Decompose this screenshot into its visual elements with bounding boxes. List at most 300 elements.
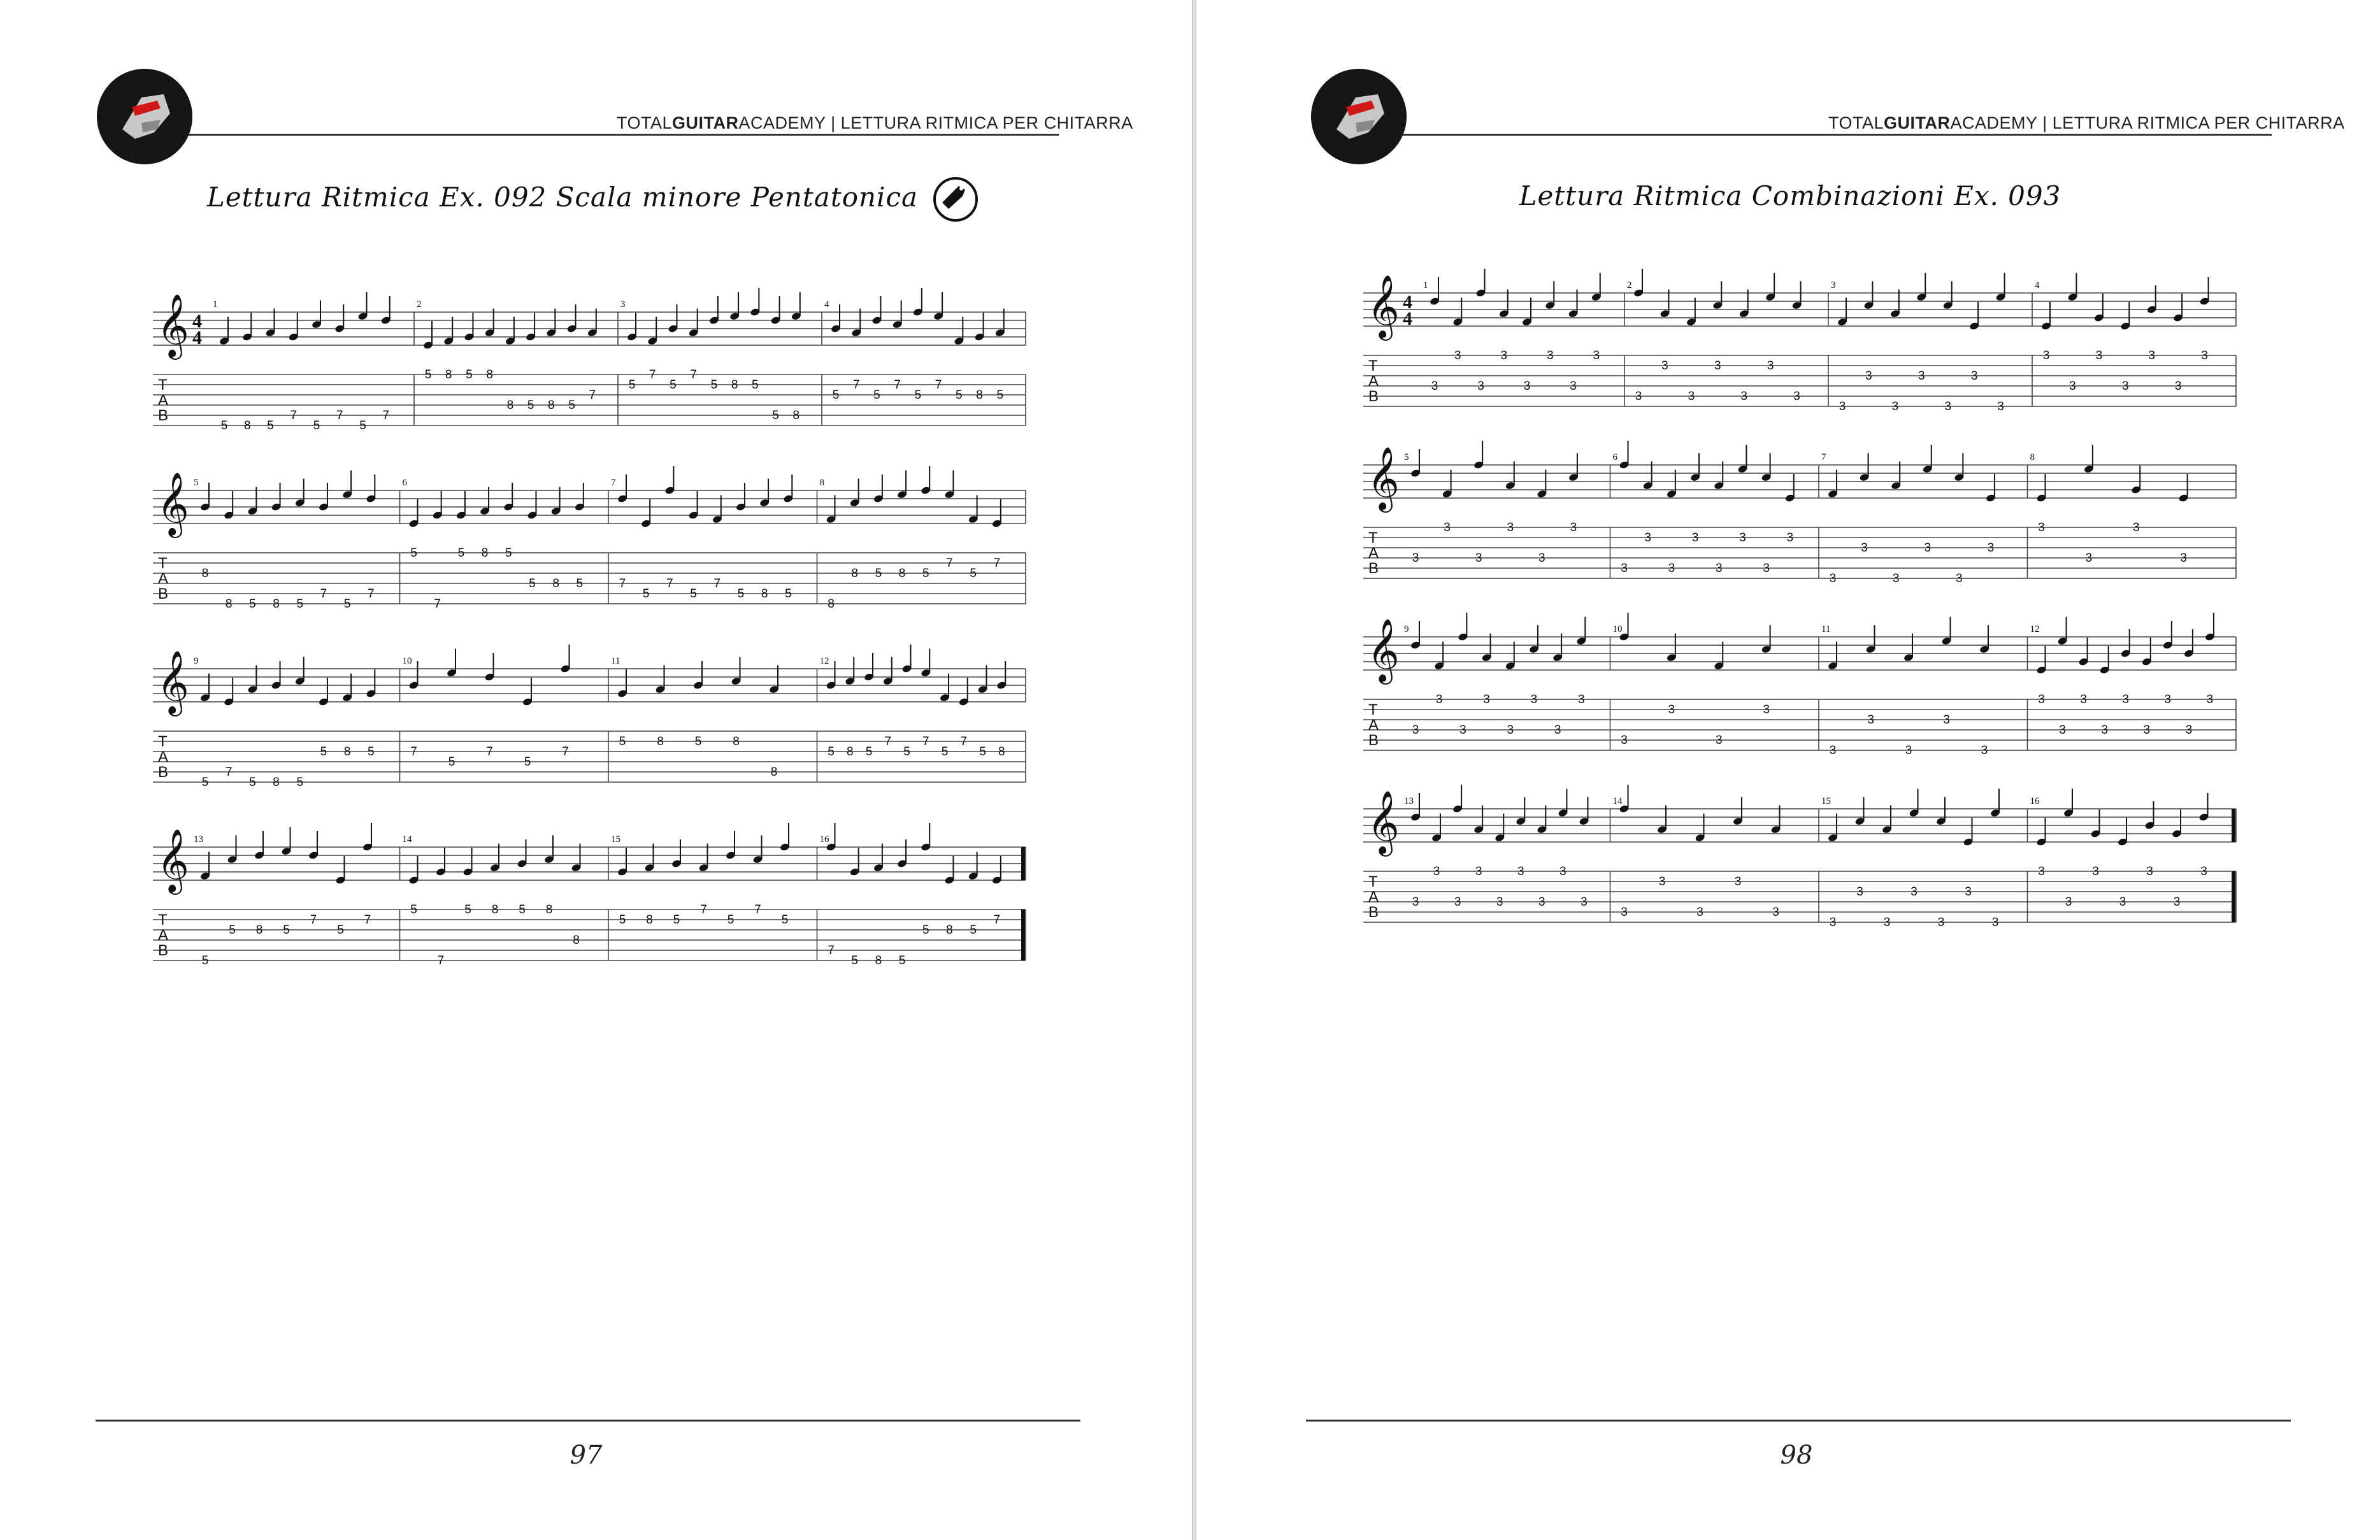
tab-fret-number: 8 bbox=[201, 567, 209, 580]
tab-fret-number: 3 bbox=[2042, 349, 2050, 362]
tab-fret-number: 7 bbox=[852, 378, 860, 392]
tab-fret-number: 8 bbox=[976, 389, 983, 402]
tab-fret-number: 7 bbox=[690, 368, 697, 381]
tab-fret-number: 8 bbox=[898, 567, 906, 580]
header-rule bbox=[1403, 134, 2272, 136]
tab-fret-number: 8 bbox=[225, 597, 233, 611]
tab-fret-number: 3 bbox=[1454, 349, 1461, 362]
tab-fret-number: 5 bbox=[956, 389, 963, 402]
tab-fret-number: 5 bbox=[424, 368, 432, 381]
tab-fret-number: 5 bbox=[568, 399, 575, 412]
tab-fret-number: 5 bbox=[519, 903, 526, 916]
tab-fret-number: 7 bbox=[619, 577, 626, 590]
measure-number: 14 bbox=[1612, 796, 1623, 806]
tab-fret-number: 7 bbox=[649, 368, 656, 381]
tab-fret-number: 3 bbox=[1905, 744, 1912, 757]
music-system bbox=[140, 822, 1032, 974]
music-system bbox=[140, 287, 1032, 439]
tab-fret-number: 5 bbox=[201, 954, 209, 967]
treble-clef: 𝄞 bbox=[1367, 618, 1400, 682]
tab-fret-number: 3 bbox=[1621, 734, 1628, 747]
tab-fret-number: 3 bbox=[1767, 359, 1774, 373]
tab-fret-number: 5 bbox=[875, 567, 882, 580]
measure-number: 4 bbox=[2035, 280, 2040, 290]
tab-fret-number: 5 bbox=[410, 903, 417, 916]
tab-fret-number: 3 bbox=[1944, 400, 1952, 413]
tab-fret-number: 3 bbox=[1965, 885, 1972, 899]
tab-fret-number: 5 bbox=[690, 587, 697, 601]
tab-fret-number: 3 bbox=[1507, 724, 1514, 737]
tab-fret-number: 5 bbox=[903, 745, 910, 759]
tab-clef-letter: T bbox=[1368, 529, 1378, 546]
tab-fret-number: 5 bbox=[410, 546, 417, 560]
tab-fret-number: 3 bbox=[1763, 703, 1770, 717]
measure-number: 14 bbox=[402, 834, 412, 845]
tab-fret-number: 5 bbox=[785, 587, 792, 601]
tab-fret-number: 5 bbox=[320, 745, 327, 759]
measure-number: 2 bbox=[417, 299, 422, 310]
measure-number: 8 bbox=[819, 478, 824, 488]
tab-fret-number: 5 bbox=[941, 745, 949, 759]
treble-clef: 𝄞 bbox=[1367, 446, 1400, 510]
tab-fret-number: 3 bbox=[1867, 713, 1874, 727]
tab-clef-letter: T bbox=[158, 733, 168, 750]
tab-fret-number: 8 bbox=[828, 597, 835, 611]
tab-fret-number: 3 bbox=[1829, 744, 1837, 757]
tab-clef-letter: B bbox=[1368, 732, 1379, 749]
time-signature-top: 4 bbox=[1403, 292, 1412, 313]
tab-fret-number: 3 bbox=[1477, 380, 1484, 393]
tab-fret-number: 8 bbox=[573, 934, 580, 947]
tab-clef-letter: B bbox=[1368, 560, 1379, 577]
treble-clef: 𝄞 bbox=[157, 294, 189, 357]
music-system bbox=[1351, 439, 2242, 592]
tab-clef-letter: A bbox=[158, 392, 169, 409]
tab-clef-letter: A bbox=[158, 927, 169, 944]
tab-clef-letter: A bbox=[1368, 545, 1379, 562]
treble-clef: 𝄞 bbox=[1367, 790, 1400, 854]
tab-fret-number: 3 bbox=[1523, 380, 1531, 393]
tab-fret-number: 3 bbox=[1496, 895, 1503, 909]
tab-fret-number: 5 bbox=[464, 903, 471, 916]
tab-fret-number: 3 bbox=[1892, 572, 1900, 585]
tab-fret-number: 3 bbox=[1500, 349, 1508, 362]
tab-fret-number: 3 bbox=[2038, 521, 2045, 534]
tab-fret-number: 8 bbox=[946, 923, 953, 937]
tab-fret-number: 3 bbox=[1839, 400, 1846, 413]
tab-fret-number: 3 bbox=[1621, 562, 1628, 575]
tab-clef-letter: A bbox=[158, 570, 169, 587]
measure-number: 5 bbox=[194, 478, 199, 488]
tab-fret-number: 3 bbox=[1412, 895, 1419, 909]
tab-fret-number: 7 bbox=[589, 389, 596, 402]
time-signature-top: 4 bbox=[192, 311, 202, 332]
book-spine bbox=[1192, 0, 1196, 1540]
tab-fret-number: 3 bbox=[1924, 541, 1932, 555]
tab-fret-number: 8 bbox=[761, 587, 768, 601]
tab-fret-number: 3 bbox=[2201, 349, 2208, 362]
tab-fret-number: 7 bbox=[700, 903, 707, 916]
tab-clef-letter: B bbox=[158, 764, 169, 781]
tab-clef-letter: B bbox=[1368, 388, 1379, 405]
tab-fret-number: 5 bbox=[359, 419, 366, 432]
tab-fret-number: 3 bbox=[1981, 744, 1988, 757]
tab-fret-number: 5 bbox=[529, 577, 536, 590]
tab-fret-number: 3 bbox=[1412, 724, 1419, 737]
tab-fret-number: 3 bbox=[2180, 552, 2187, 565]
tab-fret-number: 5 bbox=[628, 378, 636, 392]
tab-fret-number: 5 bbox=[576, 577, 584, 590]
tab-clef-letter: T bbox=[158, 555, 168, 572]
measure-number: 16 bbox=[819, 834, 829, 845]
tab-fret-number: 3 bbox=[1883, 916, 1891, 929]
tab-fret-number: 7 bbox=[713, 577, 721, 590]
treble-clef: 𝄞 bbox=[1367, 274, 1400, 338]
tab-fret-number: 7 bbox=[437, 954, 445, 967]
tab-fret-number: 3 bbox=[1570, 380, 1577, 393]
tab-fret-number: 5 bbox=[673, 913, 680, 927]
tab-fret-number: 3 bbox=[1459, 724, 1466, 737]
tab-fret-number: 5 bbox=[296, 597, 304, 611]
tab-fret-number: 3 bbox=[1559, 865, 1566, 878]
tab-fret-number: 5 bbox=[619, 913, 626, 927]
tab-fret-number: 7 bbox=[410, 745, 417, 759]
tab-fret-number: 5 bbox=[970, 567, 977, 580]
tab-clef-letter: B bbox=[1368, 904, 1379, 921]
tab-fret-number: 3 bbox=[1829, 572, 1837, 585]
tab-fret-number: 8 bbox=[792, 409, 800, 422]
tab-fret-number: 8 bbox=[646, 913, 653, 927]
tab-fret-number: 3 bbox=[1956, 572, 1963, 585]
tab-fret-number: 5 bbox=[619, 735, 626, 748]
tab-fret-number: 5 bbox=[524, 755, 531, 769]
tab-fret-number: 5 bbox=[249, 597, 256, 611]
tab-fret-number: 3 bbox=[2148, 349, 2156, 362]
tab-fret-number: 3 bbox=[2092, 865, 2099, 878]
tab-fret-number: 3 bbox=[1763, 562, 1770, 575]
tab-fret-number: 7 bbox=[290, 409, 298, 422]
tab-fret-number: 5 bbox=[283, 923, 290, 937]
measure-number: 15 bbox=[1821, 796, 1831, 806]
measure-number: 7 bbox=[1821, 452, 1826, 462]
tab-fret-number: 7 bbox=[320, 587, 327, 601]
tab-fret-number: 3 bbox=[2080, 693, 2087, 706]
measure-number: 15 bbox=[611, 834, 620, 845]
tab-fret-number: 5 bbox=[313, 419, 320, 432]
exercise-title: Lettura Ritmica Ex. 092 Scala minore Pentatonica bbox=[96, 177, 1089, 222]
treble-clef: 𝄞 bbox=[157, 650, 189, 714]
tab-fret-number: 3 bbox=[1578, 693, 1585, 706]
tab-clef-letter: B bbox=[158, 585, 169, 602]
measure-number: 3 bbox=[1831, 280, 1836, 290]
tab-fret-number: 3 bbox=[1507, 521, 1514, 534]
measure-number: 12 bbox=[2030, 624, 2040, 634]
tab-fret-number: 7 bbox=[310, 913, 317, 927]
tab-fret-number: 7 bbox=[364, 913, 371, 927]
tab-fret-number: 3 bbox=[1593, 349, 1600, 362]
tab-fret-number: 8 bbox=[545, 903, 553, 916]
tab-fret-number: 8 bbox=[243, 419, 251, 432]
tab-fret-number: 3 bbox=[1538, 552, 1545, 565]
tab-fret-number: 3 bbox=[1918, 369, 1925, 383]
measure-number: 11 bbox=[611, 656, 620, 666]
tab-fret-number: 3 bbox=[2164, 693, 2172, 706]
tab-fret-number: 8 bbox=[552, 577, 559, 590]
tab-fret-number: 3 bbox=[1621, 906, 1628, 919]
tab-fret-number: 3 bbox=[1644, 531, 1651, 545]
measure-number: 2 bbox=[1627, 280, 1632, 290]
tab-clef-letter: B bbox=[158, 407, 169, 424]
footer-rule bbox=[96, 1420, 1080, 1422]
measure-number: 13 bbox=[1404, 796, 1414, 806]
tab-fret-number: 8 bbox=[770, 766, 778, 779]
tab-fret-number: 8 bbox=[506, 399, 514, 412]
measure-number: 9 bbox=[194, 656, 199, 666]
tab-fret-number: 8 bbox=[657, 735, 664, 748]
tab-fret-number: 3 bbox=[1546, 349, 1554, 362]
measure-number: 1 bbox=[213, 299, 218, 310]
tab-clef-letter: A bbox=[1368, 888, 1379, 906]
tab-fret-number: 7 bbox=[368, 587, 375, 601]
tab-fret-number: 7 bbox=[935, 378, 942, 392]
tab-fret-number: 3 bbox=[2132, 521, 2140, 534]
tab-fret-number: 5 bbox=[772, 409, 779, 422]
tab-fret-number: 5 bbox=[267, 419, 274, 432]
tab-fret-number: 7 bbox=[960, 735, 968, 748]
measure-number: 6 bbox=[1612, 452, 1617, 462]
tab-fret-number: 5 bbox=[737, 587, 745, 601]
measure-number: 13 bbox=[194, 834, 203, 845]
tab-fret-number: 8 bbox=[731, 378, 738, 392]
tab-clef-letter: B bbox=[158, 942, 169, 959]
tab-fret-number: 8 bbox=[273, 597, 280, 611]
tab-fret-number: 3 bbox=[1740, 390, 1748, 403]
tab-fret-number: 3 bbox=[1772, 906, 1779, 919]
tab-fret-number: 5 bbox=[642, 587, 650, 601]
tab-fret-number: 5 bbox=[996, 389, 1004, 402]
tab-fret-number: 8 bbox=[875, 954, 882, 967]
tab-fret-number: 3 bbox=[1530, 693, 1538, 706]
tab-fret-number: 3 bbox=[1444, 521, 1451, 534]
tab-clef-letter: T bbox=[158, 376, 168, 394]
tab-fret-number: 7 bbox=[225, 766, 233, 779]
tab-fret-number: 8 bbox=[273, 776, 280, 789]
tab-fret-number: 7 bbox=[666, 577, 673, 590]
tab-fret-number: 3 bbox=[1483, 693, 1490, 706]
tab-fret-number: 3 bbox=[1734, 875, 1742, 888]
tab-fret-number: 3 bbox=[1786, 531, 1794, 545]
tab-fret-number: 3 bbox=[1793, 390, 1800, 403]
tab-fret-number: 5 bbox=[922, 567, 929, 580]
tab-fret-number: 3 bbox=[1688, 390, 1695, 403]
measure-number: 5 bbox=[1404, 452, 1409, 462]
tab-fret-number: 3 bbox=[1517, 865, 1524, 878]
tab-fret-number: 3 bbox=[2119, 895, 2126, 909]
tab-fret-number: 3 bbox=[1658, 875, 1666, 888]
tab-fret-number: 7 bbox=[754, 903, 761, 916]
tab-fret-number: 5 bbox=[343, 597, 351, 611]
tab-fret-number: 3 bbox=[1554, 724, 1561, 737]
tab-fret-number: 3 bbox=[1412, 552, 1419, 565]
tab-clef-letter: T bbox=[158, 911, 168, 929]
tab-fret-number: 3 bbox=[2065, 895, 2072, 909]
tab-fret-number: 3 bbox=[1433, 865, 1440, 878]
tab-fret-number: 3 bbox=[2200, 865, 2207, 878]
tab-fret-number: 3 bbox=[2069, 380, 2076, 393]
tab-fret-number: 3 bbox=[1943, 713, 1950, 727]
guitar-headstock-icon bbox=[933, 177, 978, 222]
tab-fret-number: 7 bbox=[828, 944, 835, 957]
tab-fret-number: 5 bbox=[727, 913, 735, 927]
tab-fret-number: 3 bbox=[1475, 552, 1482, 565]
music-system bbox=[140, 643, 1032, 796]
time-signature-bottom: 4 bbox=[192, 327, 202, 348]
tab-fret-number: 3 bbox=[1739, 531, 1746, 545]
tab-clef-letter: T bbox=[1368, 873, 1378, 890]
tab-fret-number: 7 bbox=[922, 735, 929, 748]
exercise-title: Lettura Ritmica Combinazioni Ex. 093 bbox=[1519, 180, 2061, 211]
tab-fret-number: 5 bbox=[979, 745, 986, 759]
tab-fret-number: 5 bbox=[201, 776, 209, 789]
tab-fret-number: 7 bbox=[993, 557, 1001, 570]
tab-fret-number: 5 bbox=[229, 923, 236, 937]
tab-fret-number: 8 bbox=[491, 903, 499, 916]
running-header: TOTALGUITARACADEMY | LETTURA RITMICA PER CHITARRA bbox=[617, 113, 1133, 132]
tab-fret-number: 3 bbox=[2122, 693, 2130, 706]
tab-fret-number: 5 bbox=[828, 745, 835, 759]
page-number: 97 bbox=[570, 1441, 603, 1470]
academy-logo bbox=[97, 69, 192, 164]
tab-clef-letter: A bbox=[1368, 717, 1379, 734]
tab-fret-number: 8 bbox=[998, 745, 1005, 759]
measure-number: 10 bbox=[402, 656, 412, 666]
tab-fret-number: 3 bbox=[1668, 562, 1675, 575]
tab-fret-number: 5 bbox=[368, 745, 375, 759]
tab-fret-number: 3 bbox=[1991, 916, 1999, 929]
tab-fret-number: 3 bbox=[2038, 865, 2045, 878]
tab-fret-number: 8 bbox=[445, 368, 452, 381]
tab-fret-number: 8 bbox=[481, 546, 489, 560]
measure-number: 4 bbox=[824, 299, 829, 310]
tab-fret-number: 3 bbox=[1454, 895, 1461, 909]
tab-fret-number: 5 bbox=[710, 378, 718, 392]
tab-fret-number: 3 bbox=[2174, 380, 2182, 393]
tab-fret-number: 5 bbox=[914, 389, 922, 402]
tab-fret-number: 7 bbox=[382, 409, 390, 422]
measure-number: 11 bbox=[1821, 624, 1831, 634]
tab-fret-number: 7 bbox=[894, 378, 901, 392]
tab-fret-number: 7 bbox=[434, 597, 441, 611]
tab-clef-letter: T bbox=[1368, 357, 1378, 374]
measure-number: 8 bbox=[2030, 452, 2035, 462]
tab-fret-number: 5 bbox=[752, 378, 759, 392]
tab-fret-number: 3 bbox=[2101, 724, 2108, 737]
tab-fret-number: 8 bbox=[548, 399, 555, 412]
tab-fret-number: 3 bbox=[1715, 562, 1723, 575]
tab-fret-number: 5 bbox=[466, 368, 473, 381]
tab-fret-number: 3 bbox=[1570, 521, 1577, 534]
tab-fret-number: 3 bbox=[1937, 916, 1945, 929]
tab-fret-number: 5 bbox=[832, 389, 840, 402]
tab-fret-number: 5 bbox=[694, 735, 702, 748]
tab-fret-number: 7 bbox=[562, 745, 569, 759]
tab-fret-number: 3 bbox=[1581, 895, 1588, 909]
tab-fret-number: 5 bbox=[527, 399, 534, 412]
tab-fret-number: 3 bbox=[1431, 380, 1438, 393]
academy-logo bbox=[1311, 69, 1407, 164]
tab-fret-number: 5 bbox=[865, 745, 873, 759]
measure-number: 1 bbox=[1423, 280, 1428, 290]
tab-fret-number: 5 bbox=[296, 776, 304, 789]
tab-fret-number: 3 bbox=[1661, 359, 1668, 373]
tab-fret-number: 3 bbox=[1538, 895, 1545, 909]
treble-clef: 𝄞 bbox=[157, 829, 189, 892]
tab-fret-number: 3 bbox=[1829, 916, 1837, 929]
tab-fret-number: 3 bbox=[2146, 865, 2153, 878]
tab-fret-number: 5 bbox=[505, 546, 512, 560]
tab-fret-number: 8 bbox=[851, 567, 858, 580]
tab-fret-number: 7 bbox=[336, 409, 343, 422]
music-system bbox=[1351, 267, 2242, 420]
tab-fret-number: 3 bbox=[1691, 531, 1699, 545]
tab-fret-number: 3 bbox=[2121, 380, 2129, 393]
measure-number: 9 bbox=[1404, 624, 1409, 634]
tab-fret-number: 5 bbox=[457, 546, 465, 560]
music-system bbox=[1351, 611, 2242, 764]
measure-number: 12 bbox=[819, 656, 829, 666]
tab-fret-number: 3 bbox=[1856, 885, 1863, 899]
tab-fret-number: 7 bbox=[884, 735, 892, 748]
tab-fret-number: 3 bbox=[2095, 349, 2103, 362]
tab-fret-number: 7 bbox=[946, 557, 953, 570]
header-rule bbox=[189, 134, 1059, 136]
tab-fret-number: 5 bbox=[249, 776, 256, 789]
right-page bbox=[1198, 0, 2380, 1540]
tab-fret-number: 3 bbox=[2173, 895, 2181, 909]
tab-fret-number: 3 bbox=[1891, 400, 1899, 413]
tab-fret-number: 3 bbox=[1635, 390, 1642, 403]
running-header: TOTALGUITARACADEMY | LETTURA RITMICA PER CHITARRA bbox=[1828, 113, 2345, 132]
tab-fret-number: 3 bbox=[1435, 693, 1443, 706]
tab-fret-number: 5 bbox=[670, 378, 677, 392]
tab-clef-letter: A bbox=[1368, 373, 1379, 390]
tab-fret-number: 3 bbox=[1970, 369, 1978, 383]
tab-fret-number: 8 bbox=[733, 735, 740, 748]
tab-fret-number: 5 bbox=[337, 923, 344, 937]
tab-fret-number: 8 bbox=[343, 745, 351, 759]
tab-fret-number: 5 bbox=[898, 954, 906, 967]
measure-number: 3 bbox=[620, 299, 626, 310]
tab-fret-number: 3 bbox=[1714, 359, 1721, 373]
tab-fret-number: 3 bbox=[1987, 541, 1995, 555]
tab-fret-number: 3 bbox=[2059, 724, 2066, 737]
tab-fret-number: 3 bbox=[1475, 865, 1482, 878]
tab-fret-number: 3 bbox=[1997, 400, 2004, 413]
measure-number: 16 bbox=[2030, 796, 2040, 806]
tab-fret-number: 5 bbox=[781, 913, 789, 927]
tab-fret-number: 8 bbox=[255, 923, 263, 937]
tab-fret-number: 5 bbox=[922, 923, 929, 937]
tab-fret-number: 3 bbox=[2085, 552, 2093, 565]
tab-clef-letter: A bbox=[158, 748, 169, 766]
tab-fret-number: 3 bbox=[2206, 693, 2214, 706]
time-signature-bottom: 4 bbox=[1403, 308, 1412, 329]
measure-number: 10 bbox=[1612, 624, 1623, 634]
tab-fret-number: 3 bbox=[2185, 724, 2193, 737]
tab-fret-number: 3 bbox=[1865, 369, 1872, 383]
tab-fret-number: 3 bbox=[1696, 906, 1703, 919]
tab-fret-number: 7 bbox=[993, 913, 1001, 927]
